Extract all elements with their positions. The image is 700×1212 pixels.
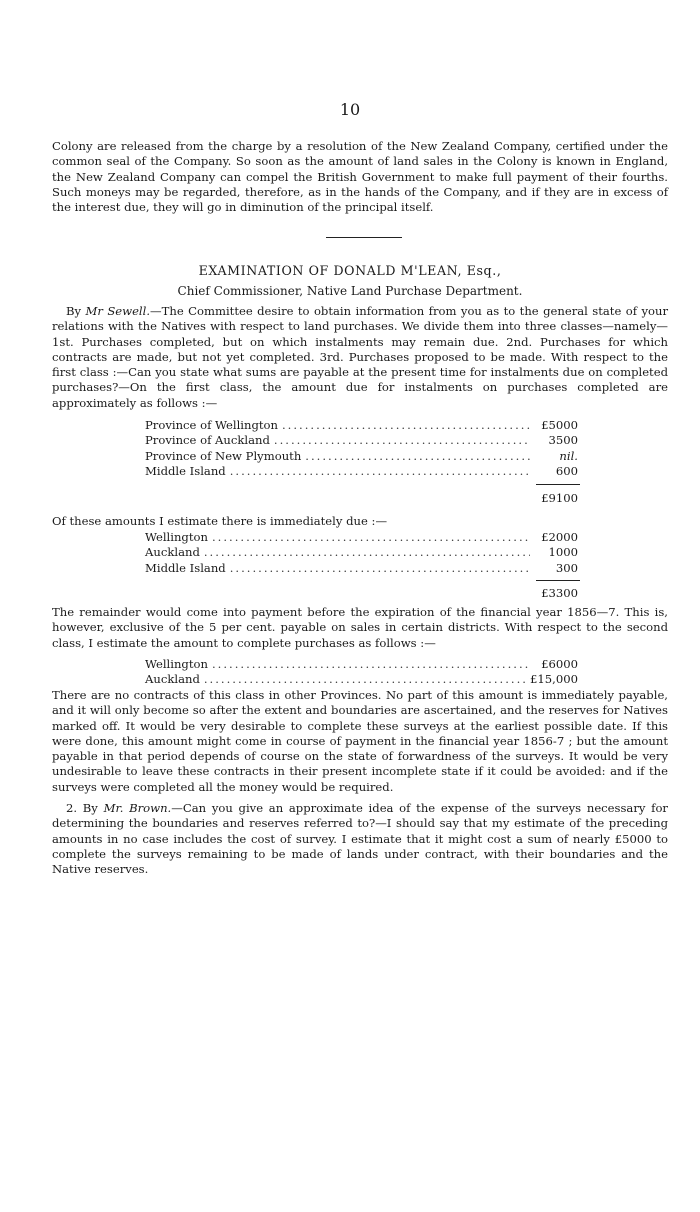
total-rule <box>536 484 580 485</box>
table-row <box>145 464 578 479</box>
row-amount: £5000 <box>541 418 578 432</box>
remainder-paragraph: The remainder would come into payment before the expiration of the financial year 1856—7. This is, however, exclusive of the 5 per cent. payable on sales in certain districts. With respect to the second class, I estimate the amount to complete purchases as follows :— <box>52 605 668 650</box>
row-label: Middle Island <box>145 560 226 575</box>
table-row <box>145 657 578 672</box>
continuation-paragraph: Colony are released from the charge by a resolution of the New Zealand Company, certified under the common seal of the Company. So soon as the amount of land sales in the Colony is known in England, the New Zealand Company can compel the British Government to make full payment of their fourths. Such moneys may be regarded, therefore, as in the hands of the Company, and if they are in excess of the interest due, they will go in diminution of the principal itself. <box>52 139 668 215</box>
question-1 <box>52 304 668 411</box>
table-row <box>145 545 578 560</box>
row-amount: nil. <box>559 448 578 463</box>
row-label: Wellington <box>145 657 208 671</box>
row-amount: 3500 <box>548 433 578 448</box>
table-row <box>145 561 578 576</box>
row-amount: 1000 <box>548 545 578 560</box>
due-table <box>145 530 578 576</box>
row-amount: 300 <box>555 560 578 575</box>
question-2-text: —Can you give an approximate idea of the expense of the surveys necessary for determining the boundaries and reserves referred to?—I should say that my estimate of the preceding amounts in no case includes the cost of survey. I estimate that it might cost a sum of nearly £5000 to complete the surveys remaining to be made of lands under contract, with their boundaries and the Native reserves. <box>52 801 668 877</box>
examination-heading: EXAMINATION OF DONALD M'LEAN, Esq., <box>198 263 502 278</box>
row-label: Middle Island <box>145 463 226 478</box>
due-intro: Of these amounts I estimate there is immediately due :— <box>52 514 388 528</box>
row-label: Province of New Plymouth <box>145 448 302 463</box>
examination-subheading: Chief Commissioner, Native Land Purchase Department. <box>177 284 523 298</box>
row-amount: £2000 <box>541 530 578 544</box>
question-1-speaker: Mr Sewell. <box>85 304 151 318</box>
table-row <box>145 449 578 464</box>
question-2-speaker: Mr. Brown. <box>103 801 172 815</box>
section-divider <box>326 237 402 238</box>
no-contracts-paragraph: There are no contracts of this class in other Provinces. No part of this amount is immediately payable, and it will only become so after the extent and boundaries are ascertained, and the reserves for Natives marked off. It would be very desirable to complete these surveys at the earliest possible date. If this were done, this amount might come in course of payment in the financial year 1856-7 ; but the amount payable in that period depends of course on the state of forwardness of the surveys. It would be very undesirable to leave these contracts in their present incomplete state if it could be avoided: and if the surveys were completed all the money would be required. <box>52 688 668 794</box>
question-2 <box>52 801 668 877</box>
table-row <box>145 433 578 448</box>
question-1-prefix: By <box>66 304 86 318</box>
page-number: 10 <box>339 100 361 119</box>
table-row <box>145 672 578 687</box>
second-class-table <box>145 657 578 688</box>
row-amount: £6000 <box>541 657 578 671</box>
question-1-text: —The Committee desire to obtain information from you as to the general state of your relations with the Natives with respect to land purchases. We divide them into three classes—namely—1st. Purchases completed, but on which instalments may remain due. 2nd. Purchases for which contracts are made, but not yet completed. 3rd. Purchases proposed to be made. With respect to the first class :—Can you state what sums are payable at the present time for instalments due on completed purchases?—On the first class, the amount due for instalments on purchases completed are approximately as follows :— <box>52 304 668 410</box>
row-label: Auckland <box>145 672 200 687</box>
instalments-table <box>145 418 578 479</box>
row-label: Province of Auckland <box>145 433 270 448</box>
row-amount: 600 <box>555 463 578 478</box>
row-label: Auckland <box>145 545 200 560</box>
row-label: Province of Wellington <box>145 418 278 432</box>
table-row <box>145 418 578 433</box>
table-2-total: £3300 <box>541 586 578 600</box>
table-1-total: £9100 <box>541 491 578 505</box>
table-row <box>145 530 578 545</box>
total-rule <box>536 580 580 581</box>
row-amount: £15,000 <box>530 672 578 687</box>
row-label: Wellington <box>145 530 208 544</box>
question-2-number: 2. By <box>66 801 104 815</box>
